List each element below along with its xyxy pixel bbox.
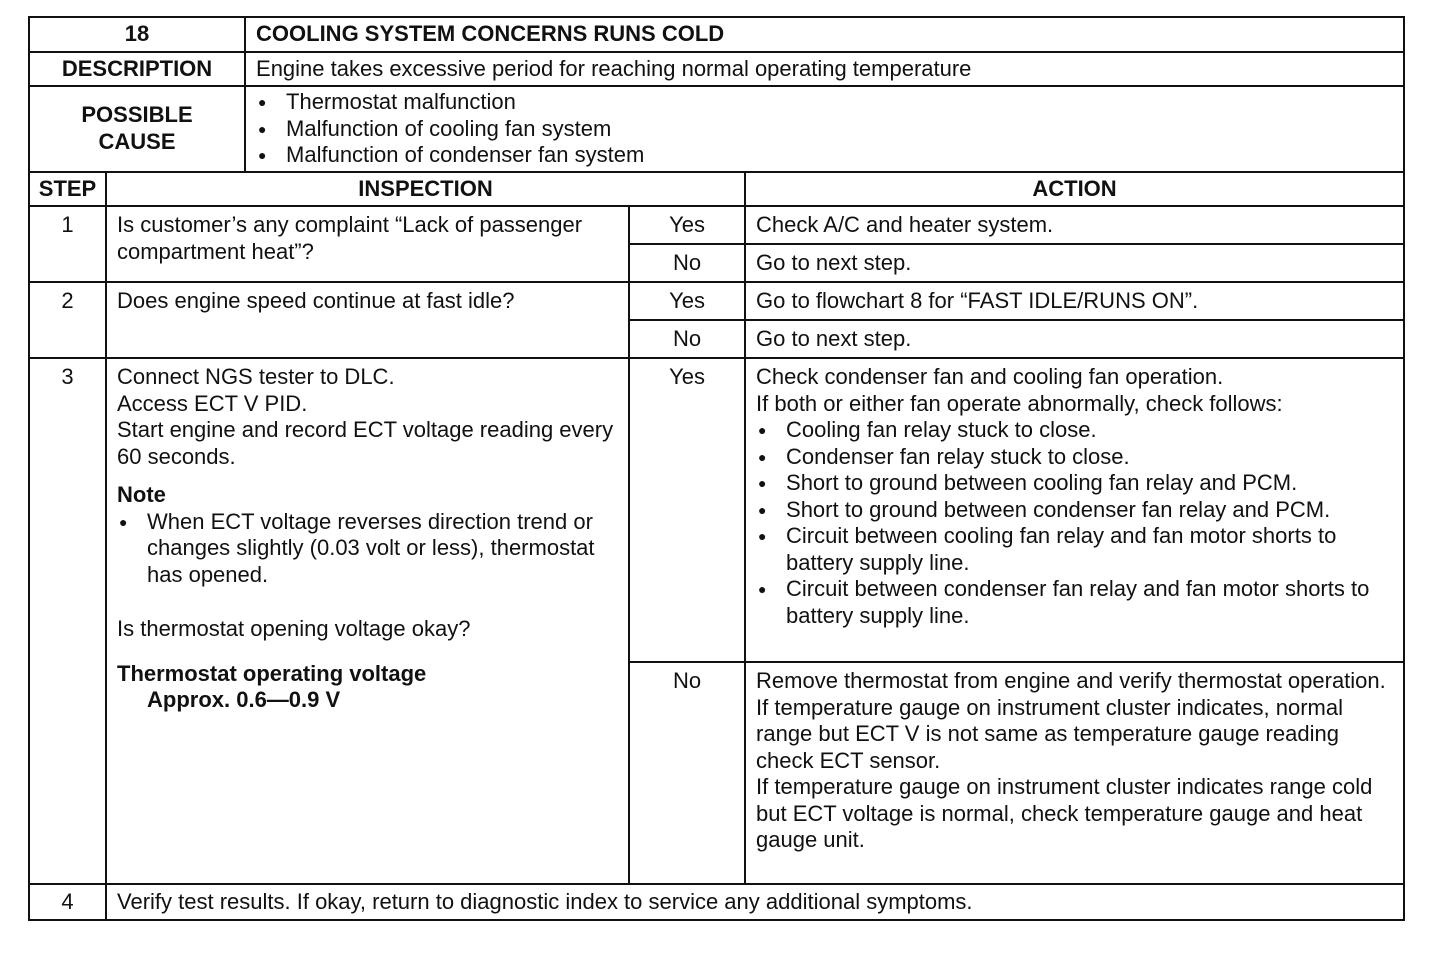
step-3-no-line: Remove thermostat from engine and verify thermostat operation. [756,668,1386,693]
step-1-no-action: Go to next step. [745,244,1404,282]
possible-cause-item: ● Thermostat malfunction [256,89,1393,116]
step-3-no-line: If temperature gauge on instrument cluster indicates, normal range but ECT V is not same as temperature gauge reading check ECT sensor. [756,694,1343,773]
step-3-check-list [756,417,1393,629]
note-title: Note [117,482,166,507]
step-3-yes-line: Check condenser fan and cooling fan operation. [756,364,1224,389]
step-number: 1 [29,206,106,282]
yes-label: Yes [629,206,745,244]
step-4-row [29,884,1404,920]
diagnostic-table [28,16,1405,921]
step-3-no-line: If temperature gauge on instrument cluster indicates range cold but ECT voltage is normal, check temperature gauge and heat gauge unit. [756,774,1373,852]
possible-cause-item: ● Malfunction of cooling fan system [256,116,1393,143]
flowchart-title: COOLING SYSTEM CONCERNS RUNS COLD [245,17,1404,52]
possible-cause-label-line2: CAUSE [98,128,176,154]
inspection-column-header: INSPECTION [106,172,745,207]
check-item: ● Cooling fan relay stuck to close. [756,417,1393,444]
diagnostic-page [28,16,1403,921]
step-number: 2 [29,282,106,358]
note-item: ● When ECT voltage reverses direction trend or changes slightly (0.03 volt or less), thermostat has opened. [117,509,618,589]
yes-label: Yes [629,358,745,662]
step-2-yes-row [29,282,1404,320]
check-item: ● Short to ground between cooling fan relay and PCM. [756,470,1393,497]
step-number: 4 [29,884,106,920]
step-3-question: Is thermostat opening voltage okay? [117,616,471,641]
step-2-inspection: Does engine speed continue at fast idle? [106,282,629,358]
description-row [29,52,1404,87]
step-column-header: STEP [29,172,106,207]
step-2-yes-action: Go to flowchart 8 for “FAST IDLE/RUNS ON”. [745,282,1404,320]
step-3-yes-line: If both or either fan operate abnormally, check follows: [756,390,1283,416]
description-text: Engine takes excessive period for reaching normal operating temperature [245,52,1404,87]
description-label: DESCRIPTION [29,52,245,87]
step-3-yes-row [29,358,1404,662]
check-item: ● Circuit between cooling fan relay and fan motor shorts to battery supply line. [756,523,1393,576]
step-3-inspection-line: Access ECT V PID. [117,390,308,416]
step-3-yes-action [745,358,1404,662]
step-1-yes-action: Check A/C and heater system. [745,206,1404,244]
step-3-no-action [745,662,1404,884]
note-list [117,509,618,589]
no-label: No [629,662,745,884]
flowchart-number: 18 [29,17,245,52]
step-3-inspection-line: Start engine and record ECT voltage reading every 60 seconds. [117,417,614,469]
possible-cause-label [29,86,245,172]
step-4-text: Verify test results. If okay, return to diagnostic index to service any additional symptoms. [106,884,1404,920]
step-number: 3 [29,358,106,884]
check-item: ● Short to ground between condenser fan relay and PCM. [756,497,1393,524]
no-label: No [629,320,745,358]
possible-cause-row [29,86,1404,172]
step-3-inspection-line: Connect NGS tester to DLC. [117,364,395,389]
header-row [29,17,1404,52]
possible-cause-item: ● Malfunction of condenser fan system [256,142,1393,169]
step-3-inspection [106,358,629,884]
step-2-no-action: Go to next step. [745,320,1404,358]
no-label: No [629,244,745,282]
possible-cause-list [256,89,1393,169]
spec-title: Thermostat operating voltage [117,660,427,686]
step-1-yes-row [29,206,1404,244]
possible-cause-list-cell [245,86,1404,172]
check-item: ● Circuit between condenser fan relay and fan motor shorts to battery supply line. [756,576,1393,629]
check-item: ● Condenser fan relay stuck to close. [756,444,1393,471]
possible-cause-label-line1: POSSIBLE [81,102,193,128]
spec-value: Approx. 0.6—0.9 V [147,687,341,712]
yes-label: Yes [629,282,745,320]
step-1-inspection: Is customer’s any complaint “Lack of passenger compartment heat”? [106,206,629,282]
column-header-row [29,172,1404,207]
action-column-header: ACTION [745,172,1404,207]
